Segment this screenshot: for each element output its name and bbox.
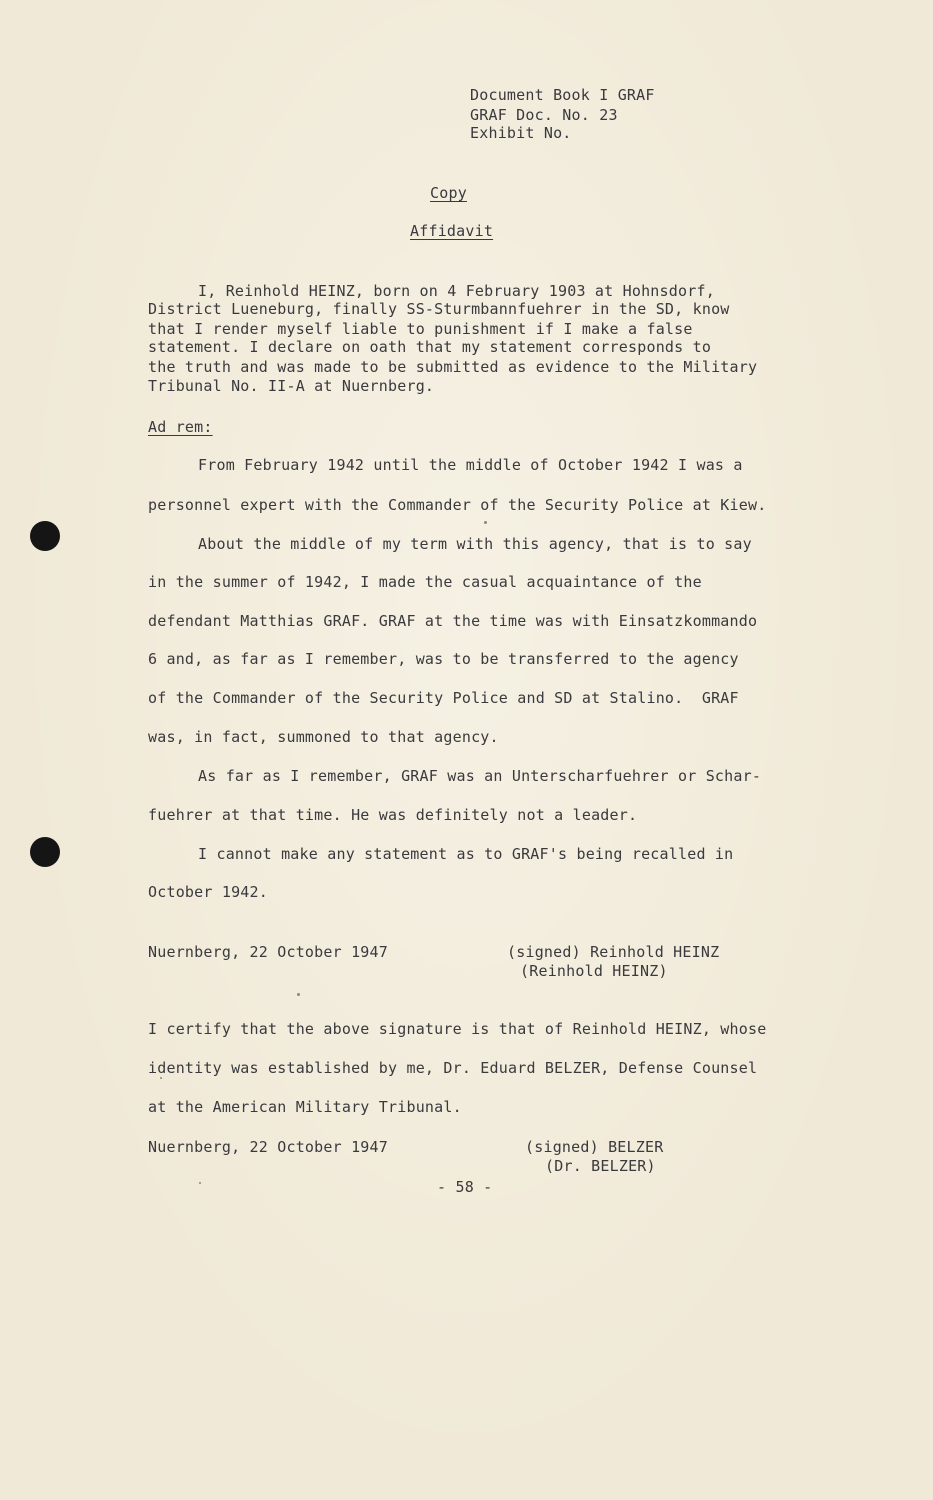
intro-line: District Lueneburg, finally SS-Sturmbannfuehrer in the SD, know <box>148 300 730 318</box>
signature2-place-date: Nuernberg, 22 October 1947 <box>148 1138 388 1156</box>
paper-speck <box>199 1182 201 1184</box>
certification-line: at the American Military Tribunal. <box>148 1098 462 1116</box>
punch-hole <box>30 521 60 551</box>
intro-line: Tribunal No. II-A at Nuernberg. <box>148 377 435 395</box>
body-line: was, in fact, summoned to that agency. <box>148 728 499 746</box>
title-affidavit: Affidavit <box>410 222 494 240</box>
body-line: personnel expert with the Commander of the Security Police at Kiew. <box>148 496 767 514</box>
body-line: of the Commander of the Security Police and SD at Stalino. GRAF <box>148 689 739 707</box>
page-number: - 58 - <box>437 1178 493 1196</box>
intro-line: the truth and was made to be submitted as evidence to the Military <box>148 358 758 376</box>
signature2-name: (Dr. BELZER) <box>545 1157 656 1175</box>
paper-speck <box>484 521 487 524</box>
header-exhibit-number: Exhibit No. <box>470 124 572 142</box>
intro-line: that I render myself liable to punishment if I make a false <box>148 320 693 338</box>
title-copy: Copy <box>430 184 467 202</box>
body-line: 6 and, as far as I remember, was to be transferred to the agency <box>148 650 739 668</box>
body-line: About the middle of my term with this agency, that is to say <box>198 535 752 553</box>
body-line: in the summer of 1942, I made the casual acquaintance of the <box>148 573 702 591</box>
certification-line: identity was established by me, Dr. Eduard BELZER, Defense Counsel <box>148 1059 758 1077</box>
intro-line: I, Reinhold HEINZ, born on 4 February 1903 at Hohnsdorf, <box>198 282 715 300</box>
signature1-name: (Reinhold HEINZ) <box>520 962 668 980</box>
body-line: October 1942. <box>148 883 268 901</box>
header-document-book: Document Book I GRAF <box>470 86 655 104</box>
signature1-signed: (signed) Reinhold HEINZ <box>507 943 720 961</box>
intro-line: statement. I declare on oath that my statement corresponds to <box>148 338 712 356</box>
signature2-signed: (signed) BELZER <box>525 1138 664 1156</box>
ad-rem-heading: Ad rem: <box>148 418 213 436</box>
body-line: From February 1942 until the middle of October 1942 I was a <box>198 456 743 474</box>
body-line: I cannot make any statement as to GRAF's being recalled in <box>198 845 734 863</box>
header-doc-number: GRAF Doc. No. 23 <box>470 106 618 124</box>
body-line: defendant Matthias GRAF. GRAF at the time was with Einsatzkommando <box>148 612 758 630</box>
body-line: As far as I remember, GRAF was an Unterscharfuehrer or Schar- <box>198 767 762 785</box>
body-line: fuehrer at that time. He was definitely not a leader. <box>148 806 638 824</box>
paper-speck <box>297 993 300 996</box>
certification-line: I certify that the above signature is that of Reinhold HEINZ, whose <box>148 1020 767 1038</box>
paper-speck <box>160 1077 162 1079</box>
punch-hole <box>30 837 60 867</box>
signature1-place-date: Nuernberg, 22 October 1947 <box>148 943 388 961</box>
